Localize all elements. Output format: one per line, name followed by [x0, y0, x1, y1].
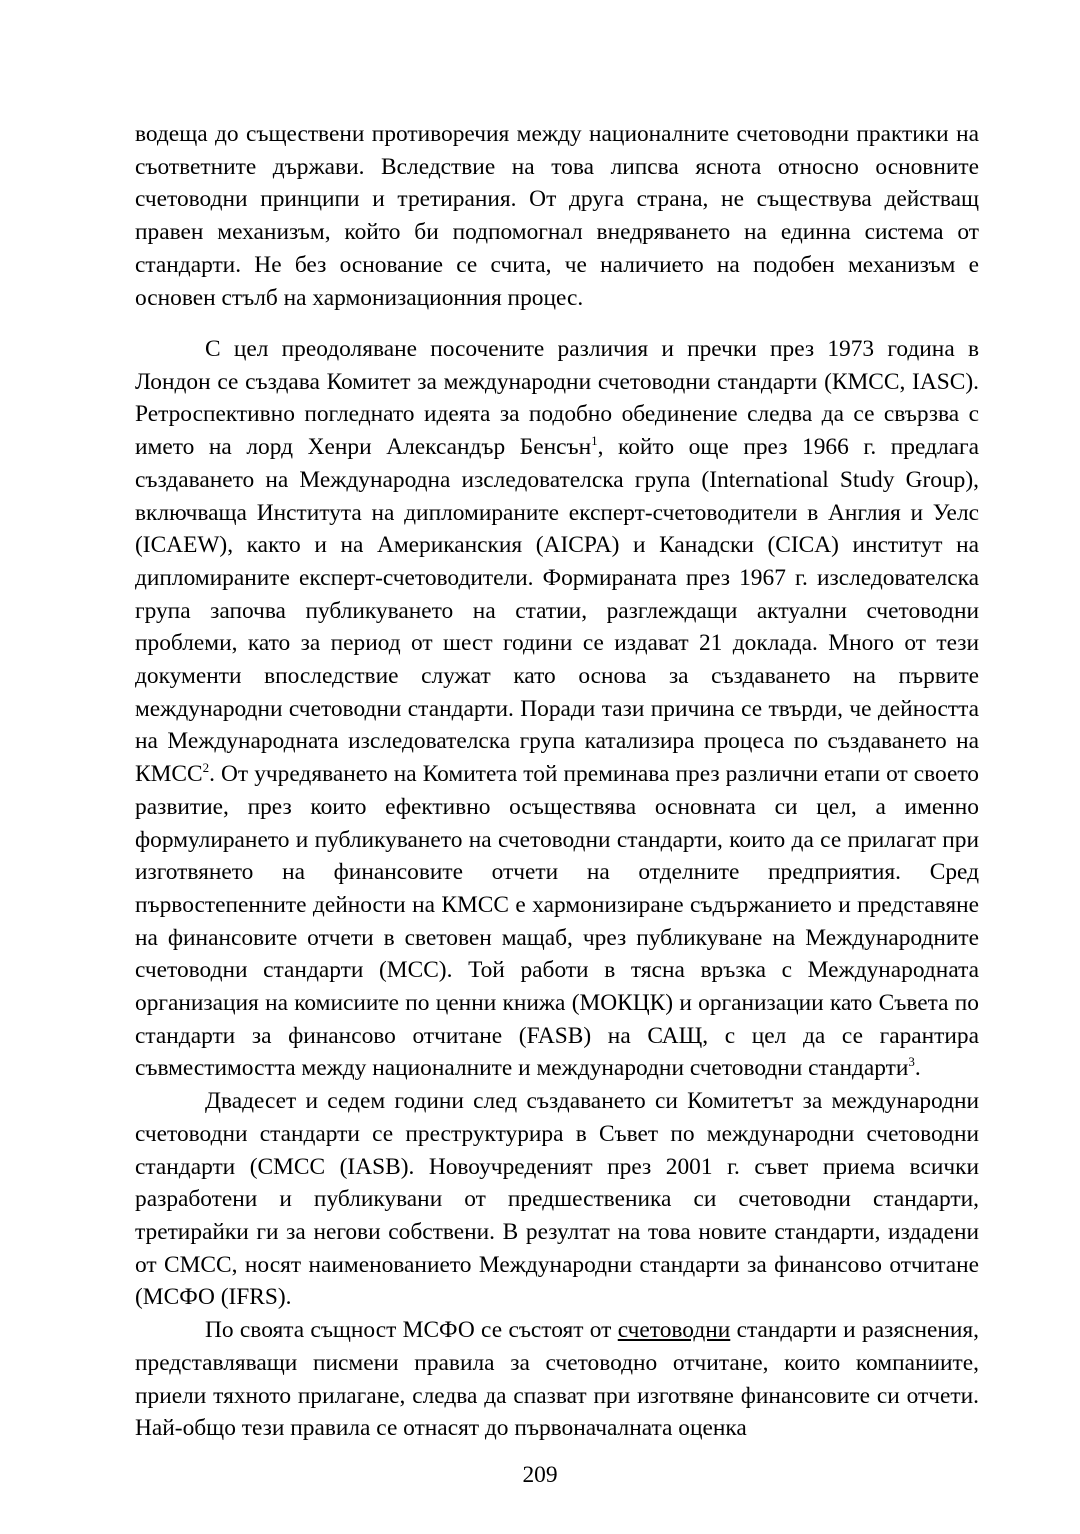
underlined-word: счетоводни	[617, 1317, 731, 1344]
paragraph-4	[135, 1314, 979, 1445]
footnote-ref-3: 3	[908, 1054, 915, 1070]
paragraph-2-part-1: С цел преодоляване посочените различия и пречки през 1973 година в Лондон се създава Комитет за международни счетоводни стандарти (КМСС, IASC). Ретроспективно погледнато идеята за подобно обединение следва да се свързва с името на лорд Хенри Александър Бенсън	[135, 336, 979, 461]
paragraph-1: водеща до съществени противоречия между националните счетоводни практики на съответните държави. Вследствие на това липсва яснота относно основните счетоводни принципи и третирания. От друга страна, не съществува действащ правен механизъм, който би подпомогнал внедряването на единна система от стандарти. Не без основание се счита, че наличието на подобен механизъм е основен стълб на хармонизационния процес.	[135, 121, 979, 311]
footnote-ref-2: 2	[202, 760, 210, 776]
paragraph-2-part-4: .	[914, 1055, 921, 1082]
paragraph-2-part-2: , който още през 1966 г. предлага създаването на Международна изследователска група (International Study Group), включваща Института на дипломираните експерт-счетоводители в Англия и Уелс (ICAEW), както и на Американския (AICPA) и Канадски (CICA) институт на дипломираните експерт-счетоводители. Формираната през 1967 г. изследователска група започва публикуването на статии, разглеждащи актуални счетоводни проблеми, като за период от шест години се издават 21 доклада. Много от тези документи впоследствие служат като основа за създаването на първите международни счетоводни стандарти. Поради тази причина се твърди, че дейността на Международната изследователска група катализира процеса по създаването на КМСС	[135, 434, 979, 788]
paragraph-2-part-3: . От учредяването на Комитета той преминава през различни етапи от своето развитие, през които ефективно осъществява основната си цел, а именно формулирането и публикуването на счетоводни стандарти, които да се прилагат при изготвянето на финансовите отчети на отделните предприятия. Сред първостепенните дейности на КМСС е хармонизиране съдържанието и представяне на финансовите отчети в световен мащаб, чрез публикуване на Международните счетоводни стандарти (МСС). Той работи в тясна връзка с Международната организация на комисиите по ценни книжа (МОКЦК) и организации като Съвета по стандарти за финансово отчитане (FASB) на САЩ, с цел да се гарантира съвместимостта между националните и международни счетоводни стандарти	[135, 761, 979, 1082]
footnote-ref-1: 1	[591, 433, 598, 449]
paragraph-4-part-2: стандарти и разяснения, представляващи писмени правила за счетоводно отчитане, които компаниите, приели тяхното прилагане, следва да спазват при изготвяне финансовите си отчети. Най-общо тези правила се отнасят до първоначалната оценка	[135, 1317, 979, 1442]
text-block-main	[135, 333, 979, 1445]
page-number: 209	[522, 1462, 558, 1488]
text-block-top	[135, 118, 979, 314]
paragraph-4-part-1: По своята същност МСФО се състоят от	[205, 1317, 618, 1344]
paragraph-2	[135, 333, 979, 1085]
paragraph-3: Двадесет и седем години след създаването си Комитетът за международни счетоводни стандарти се преструктурира в Съвет по международни счетоводни стандарти (СМСС (IASB). Новоучреденият през 2001 г. съвет приема всички разработени и публикувани от предшественика си счетоводни стандарти, третирайки ги за негови собствени. В резултат на това новите стандарти, издадени от СМСС, носят наименованието Международни стандарти за финансово отчитане (МСФО (IFRS).	[135, 1088, 979, 1311]
